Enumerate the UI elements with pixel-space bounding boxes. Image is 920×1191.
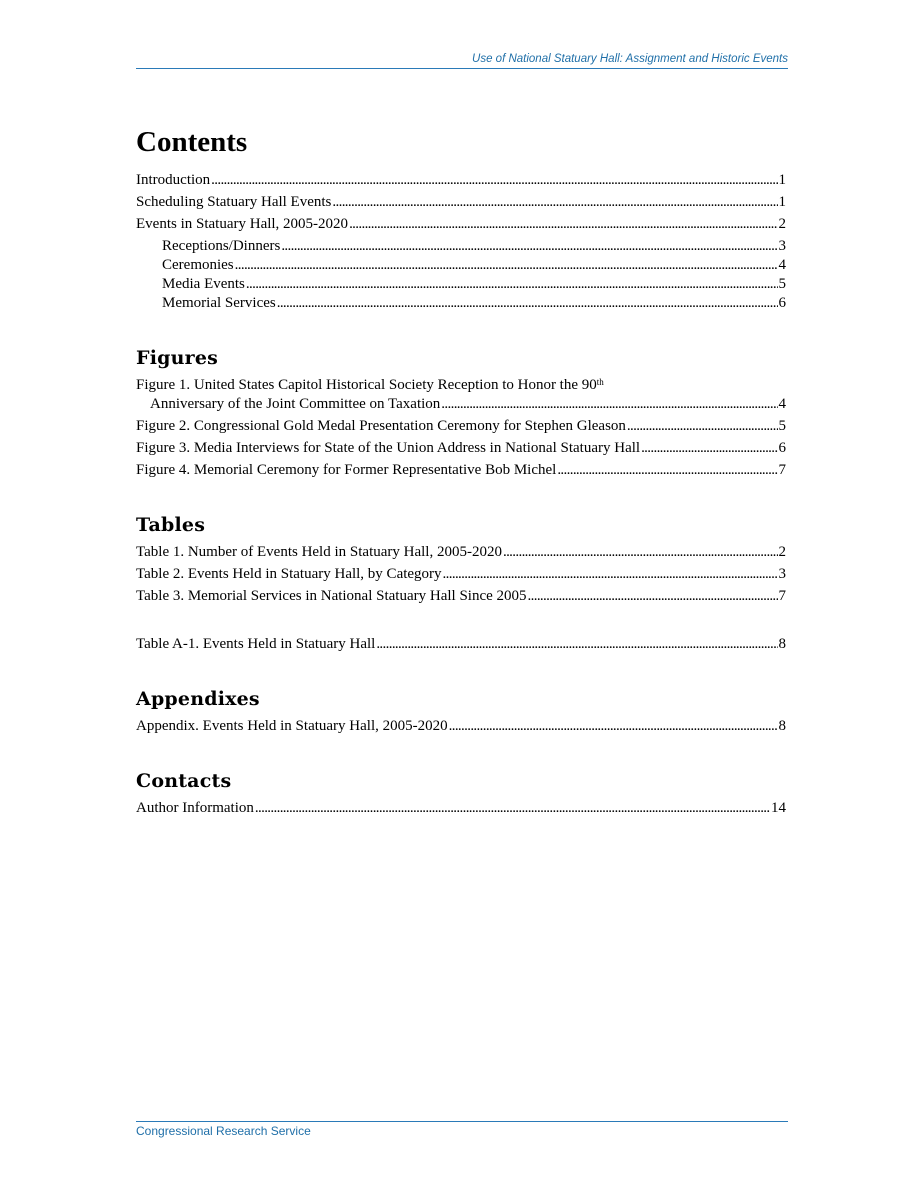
contacts-section xyxy=(136,770,786,818)
dot-leader xyxy=(246,275,778,294)
dot-leader xyxy=(528,587,778,606)
dot-leader xyxy=(641,439,777,458)
toc-label: Table A-1. Events Held in Statuary Hall xyxy=(136,636,376,652)
page-footer: Congressional Research Service xyxy=(136,1121,788,1138)
toc-label: Anniversary of the Joint Committee on Taxation xyxy=(150,396,441,412)
toc-label: Table 2. Events Held in Statuary Hall, by Category xyxy=(136,566,442,582)
tables-heading: Tables xyxy=(136,514,206,536)
appendixes-heading: Appendixes xyxy=(136,688,260,710)
contents-heading: Contents xyxy=(136,126,248,158)
toc-label: Figure 1. United States Capitol Historical Society Reception to Honor the 90 xyxy=(136,377,597,393)
toc-label-line-1 xyxy=(136,376,786,395)
dot-leader xyxy=(503,543,778,562)
toc-label: Ceremonies xyxy=(162,257,234,273)
toc-link-receptions[interactable] xyxy=(136,237,786,256)
appendixes-list xyxy=(136,717,786,736)
toc-label: Scheduling Statuary Hall Events xyxy=(136,194,332,210)
dot-leader xyxy=(332,193,777,212)
list-spacer xyxy=(136,609,786,635)
toc-link-scheduling[interactable] xyxy=(136,193,786,212)
dot-leader xyxy=(441,395,777,414)
toc-link-author-information[interactable] xyxy=(136,799,786,818)
toc-page-number: 6 xyxy=(778,440,786,456)
toc-link-figure-1[interactable] xyxy=(136,376,786,414)
toc-label: Figure 3. Media Interviews for State of the Union Address in National Statuary Hall xyxy=(136,440,641,456)
dot-leader xyxy=(281,237,777,256)
toc-page-number: 14 xyxy=(771,800,786,816)
toc-page-number: 2 xyxy=(778,216,786,232)
toc-link-table-2[interactable] xyxy=(136,565,786,584)
toc-page-number: 7 xyxy=(778,588,786,604)
toc-link-appendix[interactable] xyxy=(136,717,786,736)
toc-page-number: 7 xyxy=(778,462,786,478)
toc-page-number: 2 xyxy=(778,544,786,560)
dot-leader xyxy=(211,171,777,190)
toc-label-line-2 xyxy=(136,395,786,414)
superscript-th: th xyxy=(596,377,604,387)
contents-list xyxy=(136,171,786,313)
dot-leader xyxy=(235,256,778,275)
toc-link-events[interactable] xyxy=(136,215,786,234)
toc-page-number: 6 xyxy=(778,295,786,311)
toc-link-table-3[interactable] xyxy=(136,587,786,606)
toc-link-introduction[interactable] xyxy=(136,171,786,190)
dot-leader xyxy=(557,461,777,480)
dot-leader xyxy=(349,215,777,234)
toc-page-number: 4 xyxy=(778,257,786,273)
toc-label: Author Information xyxy=(136,800,254,816)
toc-link-media-events[interactable] xyxy=(136,275,786,294)
contacts-heading: Contacts xyxy=(136,770,232,792)
dot-leader xyxy=(449,717,778,736)
toc-page-number: 8 xyxy=(778,718,786,734)
dot-leader xyxy=(627,417,778,436)
dot-leader xyxy=(376,635,777,654)
figures-section xyxy=(136,347,786,480)
toc-page-number: 8 xyxy=(778,636,786,652)
toc-page-number: 1 xyxy=(778,172,786,188)
toc-page-number: 3 xyxy=(778,238,786,254)
toc-page-number: 5 xyxy=(778,418,786,434)
appendixes-section xyxy=(136,688,786,736)
tables-section xyxy=(136,514,786,654)
toc-label: Table 3. Memorial Services in National Statuary Hall Since 2005 xyxy=(136,588,527,604)
toc-label: Figure 4. Memorial Ceremony for Former Representative Bob Michel xyxy=(136,462,557,478)
toc-link-figure-4[interactable] xyxy=(136,461,786,480)
running-header: Use of National Statuary Hall: Assignment and Historic Events xyxy=(136,53,788,69)
toc-label: Media Events xyxy=(162,276,245,292)
toc-link-figure-2[interactable] xyxy=(136,417,786,436)
toc-page-number: 5 xyxy=(778,276,786,292)
toc-page-number: 1 xyxy=(778,194,786,210)
toc-link-ceremonies[interactable] xyxy=(136,256,786,275)
dot-leader xyxy=(277,294,778,313)
toc-page-number: 4 xyxy=(778,396,786,412)
toc-label: Introduction xyxy=(136,172,211,188)
figures-heading: Figures xyxy=(136,347,219,369)
dot-leader xyxy=(255,799,770,818)
table-of-contents xyxy=(136,118,786,821)
dot-leader xyxy=(443,565,778,584)
toc-label: Table 1. Number of Events Held in Statuary Hall, 2005-2020 xyxy=(136,544,502,560)
toc-link-figure-3[interactable] xyxy=(136,439,786,458)
contacts-list xyxy=(136,799,786,818)
toc-label: Events in Statuary Hall, 2005-2020 xyxy=(136,216,349,232)
toc-page-number: 3 xyxy=(778,566,786,582)
toc-link-memorial-services[interactable] xyxy=(136,294,786,313)
toc-link-table-a1[interactable] xyxy=(136,635,786,654)
toc-link-table-1[interactable] xyxy=(136,543,786,562)
toc-label: Figure 2. Congressional Gold Medal Presentation Ceremony for Stephen Gleason xyxy=(136,418,626,434)
toc-label: Appendix. Events Held in Statuary Hall, 2005-2020 xyxy=(136,718,448,734)
tables-list xyxy=(136,543,786,654)
toc-label: Receptions/Dinners xyxy=(162,238,281,254)
figures-list xyxy=(136,376,786,480)
toc-label: Memorial Services xyxy=(162,295,276,311)
